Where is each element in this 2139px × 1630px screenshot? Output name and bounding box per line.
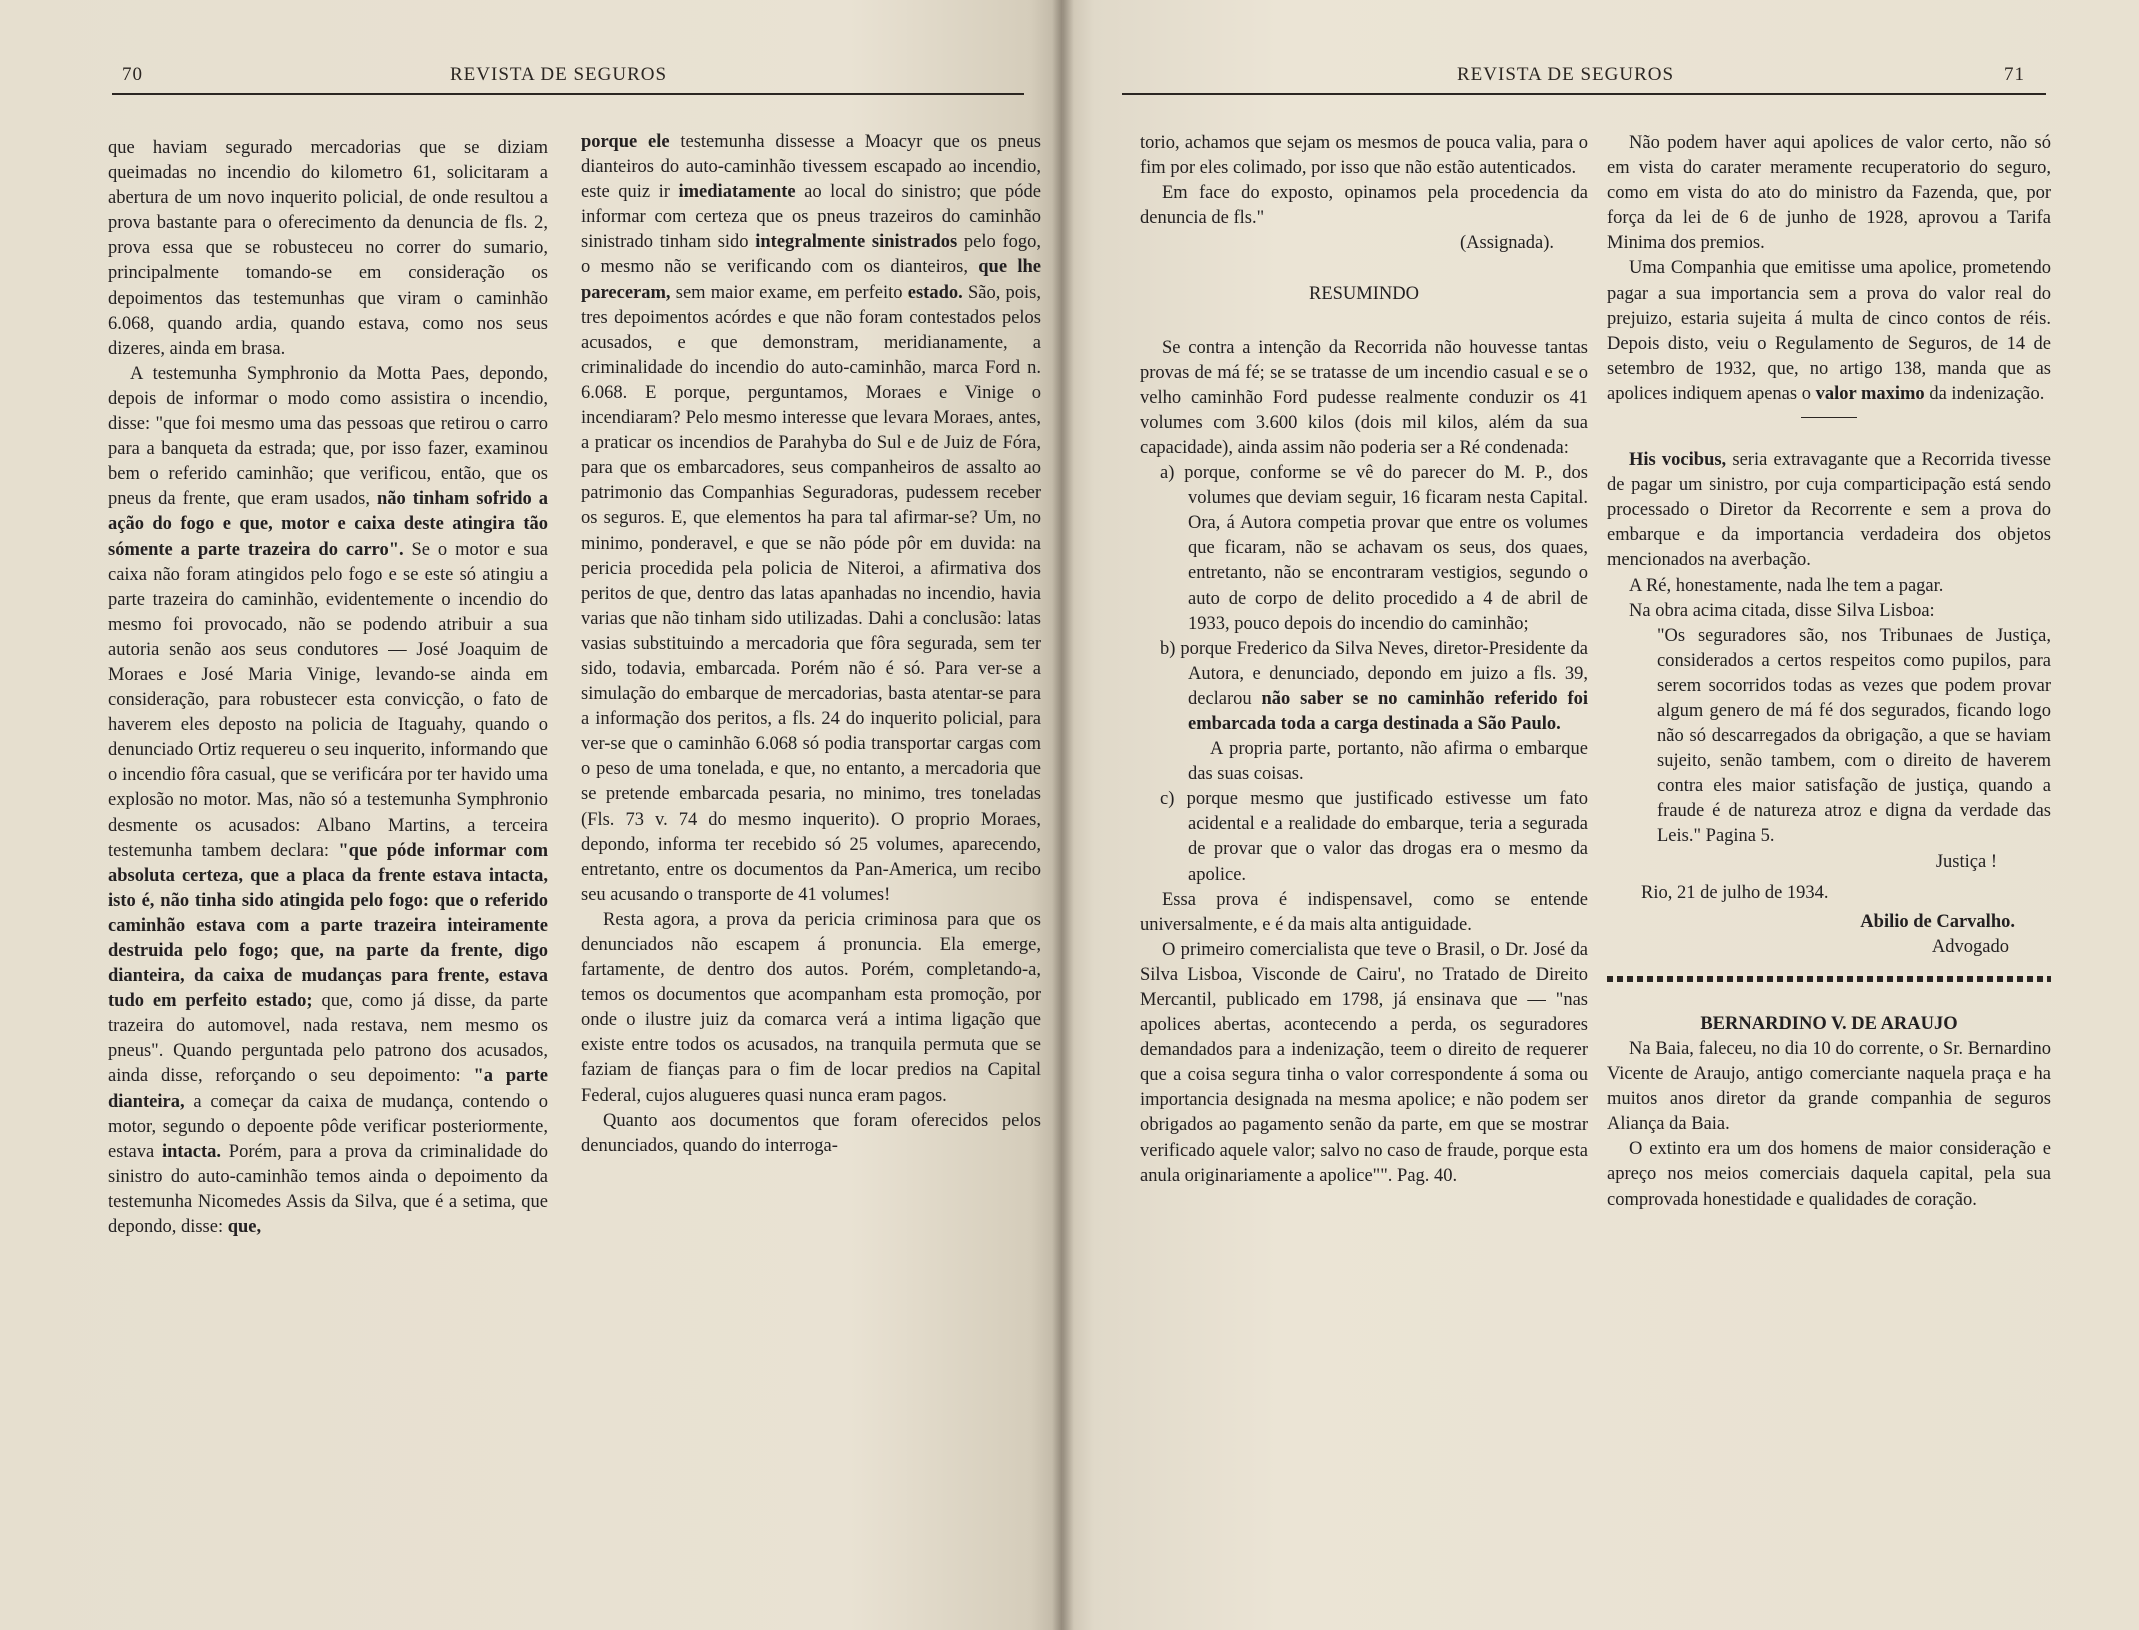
text: a começar da caixa de mudança, contendo o motor, segundo o depoente pôde verificar posteriormente, estava — [108, 1091, 548, 1162]
bold-text: integralmente sinistrados — [755, 232, 958, 253]
bold-text: "a parte dianteira, — [108, 1066, 548, 1112]
text: da indenização. — [1924, 383, 2045, 404]
author-name: Abilio de Carvalho. — [1860, 911, 2015, 932]
book-gutter — [1052, 0, 1074, 1630]
list-item: a) porque, conforme se vê do parecer do M. P., dos volumes que deviam seguir, 16 ficaram nesta Capital. Ora, á Autora competia provar que entre os volumes que ficaram, não se achavam os seus, dos quaes, entretanto, não se encontraram vestigios, segundo o auto de corpo de delito procedido a 4 de abril de 1933, pouco depois do incendio do caminhão; — [1160, 463, 1588, 634]
text: pelo fogo, o mesmo não se verificando com os dianteiros, — [581, 232, 1041, 278]
bold-text: His vocibus, — [1629, 450, 1727, 471]
column-3 — [1140, 131, 1588, 1189]
paragraph — [1607, 256, 2051, 407]
bold-text: imediatamente — [678, 182, 796, 203]
author-role: Advogado — [1931, 936, 2009, 957]
paragraph: Na obra acima citada, disse Silva Lisboa: — [1629, 600, 1935, 621]
left-running-title: REVISTA DE SEGUROS — [450, 64, 668, 85]
closing-line: Justiça ! — [1935, 851, 1997, 872]
date-line: Rio, 21 de julho de 1934. — [1641, 882, 1829, 903]
text: sem maior exame, em perfeito — [670, 282, 908, 303]
paragraph: torio, achamos que sejam os mesmos de pouca valia, para o fim por eles colimado, por isso que não estão autenticados. — [1140, 133, 1588, 179]
text: ao local do sinistro; que póde informar com certeza que os pneus trazeiros do caminhão sinistrado tinham sido — [581, 182, 1041, 253]
paragraph: A Ré, honestamente, nada lhe tem a pagar. — [1629, 575, 1944, 596]
bold-text: intacta. — [161, 1141, 222, 1162]
paragraph: Resta agora, a prova da pericia criminosa para que os denunciados não escapem á pronuncia. Ela emerge, fartamente, de dentro dos autos. Porém, completando-a, temos os documentos que acompanham esta promoção, por onde o ilustre juiz da comarca verá a intima ligação que existe entre todos os acusados, na tranquila permuta que se faziam de fianças para o fim de locar predios na Capital Federal, cujos alugueres quasi nunca eram pagos. — [581, 909, 1041, 1106]
bold-text: não saber se no caminhão referido foi embarcada toda a carga destinada a São Paulo. — [1188, 688, 1588, 734]
right-page-number: 71 — [2004, 64, 2025, 85]
paragraph: O primeiro comercialista que teve o Brasil, o Dr. José da Silva Lisboa, Visconde de Cairu', no Tratado de Direito Mercantil, publicado em 1798, já ensinava que — "nas apolices abertas, acontecendo a perda, os seguradores demandados para a indenização, teem o direito de requerer que a coisa segura tinha o valor correspondente á soma ou importancia designada na mesma apolice; e não podem ser obrigados ao pagamento senão da parte, em que se mostrar verificado aquele valor; salvo no caso de fraude, porque esta anula originariamente a apolice"". Pag. 40. — [1140, 939, 1588, 1186]
paragraph: A propria parte, portanto, não afirma o embarque das suas coisas. — [1188, 739, 1588, 785]
list-item — [1140, 637, 1588, 737]
paragraph: Essa prova é indispensavel, como se entende universalmente, e é da mais alta antiguidade. — [1140, 889, 1588, 935]
paragraph — [581, 130, 1041, 908]
left-header-rule — [112, 93, 1024, 95]
ornamental-divider — [1607, 976, 2051, 982]
text: b) porque Frederico da Silva Neves, diretor-Presidente da Autora, e denunciado, depondo em juizo a fls. 39, declarou — [1160, 638, 1588, 709]
short-divider — [1801, 417, 1857, 418]
right-running-title: REVISTA DE SEGUROS — [1457, 64, 1675, 85]
left-page-number: 70 — [122, 64, 143, 85]
paragraph: que haviam segurado mercadorias que se diziam queimadas no incendio do kilometro 61, solicitaram a abertura de um novo inquerito policial, de onde resultou a prova bastante para o oferecimento da denuncia de fls. 2, prova essa que se robusteceu no correr do sumario, principalmente tomando-se em consideração os depoimentos das testemunhas que viram o caminhão 6.068, quando ardia, quando estava, como nos seus dizeres, ainda em brasa. — [108, 138, 548, 359]
paragraph: O extinto era um dos homens de maior consideração e apreço nos meios comerciais daquela capital, pela sua comprovada honestidade e qualidades de coração. — [1607, 1139, 2051, 1210]
paragraph: Não podem haver aqui apolices de valor certo, não só em vista do carater meramente recuperatorio do seguro, como em vista do ato do ministro da Fazenda, que, por força da lei de 6 de junho de 1928, aprovou a Tarifa Minima dos premios. — [1607, 133, 2051, 254]
bold-text: valor maximo — [1815, 383, 1925, 404]
signed-note: (Assignada). — [1459, 233, 1554, 254]
block-quote: "Os seguradores são, nos Tribunaes de Justiça, considerados a certos respeitos como pupilos, para serem socorridos todas as vezes que podem provar algum genero de má fé dos segurados, ficando logo não só descarregados da obrigação, a que se haviam sujeito, senão tambem, com o direito de haverem contra eles maior satisfação de justiça, quando a fraude é de natureza atroz e digna da verdade das Leis." Pagina 5. — [1657, 625, 2051, 847]
text: Se o motor e sua caixa não foram atingidos pelo fogo e se este só atingiu a parte trazeira do caminhão, evidentemente o incendio do mesmo foi provocado, não se podendo atribuir a sua autoria senão aos seus condutores — José Joaquim de Moraes e José Maria Vinige, levando-se ainda em consideração, para robustecer esta convicção, o fato de haverem eles deposto na policia de Itaguahy, quando o denunciado Ortiz requereu o seu inquerito, informando que o incendio fôra casual, que se verificára por ter havido uma explosão no motor. Mas, não só a testemunha Symphronio desmente os acusados: Albano Martins, a terceira testemunha tambem declara: — [108, 539, 549, 861]
text: A testemunha Symphronio da Motta Paes, depondo, depois de informar o modo como assistira o incendio, disse: "que foi mesmo uma das pessoas que retirou o carro para a banqueta da estrada; que, por isso fazer, examinou bem o referido caminhão; que verificou, então, que os pneus da frente, que eram usados, — [108, 363, 548, 510]
text: Porém, para a prova da criminalidade do sinistro do auto-caminhão temos ainda o depoimento da testemunha Nicomedes Assis da Silva, que é a setima, que depondo, disse: — [108, 1141, 548, 1238]
bold-text: porque ele — [581, 132, 670, 152]
paragraph: Na Baia, faleceu, no dia 10 do corrente, o Sr. Bernardino Vicente de Araujo, antigo comerciante naquela praça e ha muitos anos diretor da grande companhia de seguros Aliança da Baia. — [1607, 1039, 2051, 1135]
text: Uma Companhia que emitisse uma apolice, prometendo pagar a sua importancia sem a prova do valor real do prejuizo, estaria sujeita á multa de cinco contos de réis. Depois disto, veiu o Regulamento de Seguros, de 14 de setembro de 1932, que, no artigo 138, manda que as apolices indiquem apenas o — [1607, 258, 2051, 404]
paragraph — [1607, 448, 2051, 573]
column-2 — [581, 130, 1041, 1159]
bold-text: não tinham sofrido a ação do fogo e que, motor e caixa deste atingira tão sómente a parte trazeira do carro". — [108, 489, 548, 560]
text: testemunha dissesse a Moacyr que os pneus dianteiros do auto-caminhão tivessem escapado ao incendio, este quiz ir — [581, 132, 1041, 203]
paragraph — [108, 362, 548, 1240]
text: São, pois, tres depoimentos acórdes e que não foram contestados pelos acusados, e que demonstram, meridianamente, a criminalidade do incendio do auto-caminhão, marca Ford n. 6.068. E porque, perguntamos, Moraes e Vinige o incendiaram? Pelo mesmo interesse que levara Moraes, antes, a praticar os incendios de Parahyba do Sul e de Juiz de Fóra, para que os embarcadores, seus companheiros de assalto ao patrimonio das Companhias Seguradoras, pudessem receber os seguros. E, que elementos ha para tal afirmar-se? Um, no minimo, ponderavel, e que se não póde pôr em duvida: na pericia procedida pela policia de Niteroi, a afirmativa dos peritos de que, dentro das latas apanhadas no incendio, havia varias que não tinham sido utilizadas. Dahi a conclusão: latas vasias substituindo a mercadoria que fôra segurada, sem ter sido, todavia, embarcada. Porém não é só. Para ver-se a simulação do embarque de mercadorias, basta atentar-se para a informação dos peritos, a fls. 24 do inquerito policial, para ver-se que o caminhão 6.068 só podia transportar cargas com o peso de uma tonelada, e que, no entanto, a mercadoria que se pretende embarcada pesaria, no minimo, tres toneladas (Fls. 73 v. 74 do mesmo inquerito). O proprio Moraes, depondo, informa ter recebido só 25 volumes, aparecendo, entretanto, entre os documentos da Pan-America, um recibo seu acusando o transporte de 41 volumes! — [581, 282, 1041, 905]
text: que, como já disse, da parte trazeira do automovel, nada restava, nem mesmo os pneus". Quando perguntada pelo patrono dos acusados, ainda disse, reforçando o seu depoimento: — [108, 991, 548, 1087]
text: seria extravagante que a Recorrida tivesse de pagar um sinistro, por cuja comparticipação está sendo processado o Diretor da Recorrente e sem a prova do embarque e da importancia verdadeira dos objetos mencionados na averbação. — [1607, 450, 2051, 571]
bold-text: que lhe pareceram, — [581, 257, 1041, 303]
bold-text: que, — [227, 1217, 262, 1238]
section-heading: RESUMINDO — [1309, 284, 1419, 305]
list-item: c) porque mesmo que justificado estivesse um fato acidental e a realidade do embarque, teria a segurada de provar que o valor das drogas era o mesmo da apolice. — [1160, 789, 1588, 885]
column-4 — [1607, 131, 2051, 1213]
column-1 — [108, 136, 548, 1240]
obituary-title: BERNARDINO V. DE ARAUJO — [1700, 1013, 1958, 1034]
paragraph: Se contra a intenção da Recorrida não houvesse tantas provas de má fé; se se tratasse de um incendio casual e se o velho caminhão Ford pudesse realmente conduzir os 41 volumes com 3.600 kilos (dois mil kilos, além da sua capacidade), ainda assim não poderia ser a Ré condenada: — [1140, 337, 1588, 458]
bold-text: estado. — [907, 282, 963, 303]
paragraph: Em face do exposto, opinamos pela procedencia da denuncia de fls." — [1140, 183, 1588, 229]
paragraph: Quanto aos documentos que foram oferecidos pelos denunciados, quando do interroga- — [581, 1110, 1041, 1156]
right-header-rule — [1122, 93, 2046, 95]
bold-text: "que póde informar com absoluta certeza, que a placa da frente estava intacta, isto é, não tinha sido atingida pelo fogo: que o referido caminhão estava com a parte trazeira inteiramente destruida pelo fogo; que, na parte da frente, digo dianteira, da caixa de mudanças para frente, estava tudo em perfeito estado; — [108, 840, 548, 1012]
